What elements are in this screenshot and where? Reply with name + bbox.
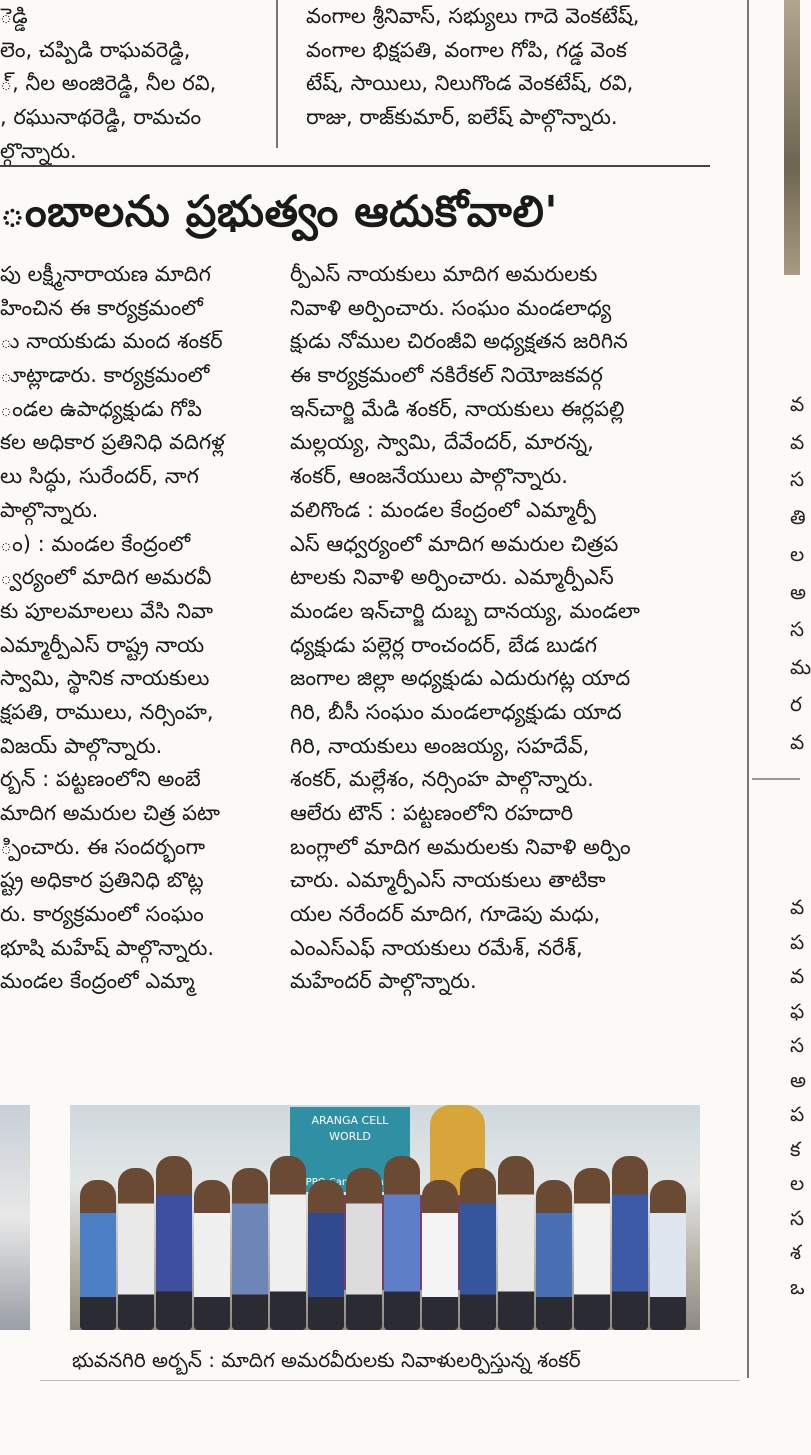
article-line: టాలకు నివాళి అర్పించారు. ఎమ్మార్పీఎస్: [290, 565, 614, 590]
person-figure: [460, 1168, 496, 1330]
article-line: , రఘునాథరెడ్డి, రామచం: [0, 105, 202, 130]
person-figure: [194, 1180, 230, 1330]
right-strip-glyph: వ: [790, 429, 805, 454]
article-line: శంకర్, ఆంజనేయులు పాల్గొన్నారు.: [290, 464, 568, 489]
right-strip-separator: [752, 778, 800, 780]
article-line: ఈ కార్యక్రమంలో నకిరేకల్ నియోజకవర్గ: [290, 363, 603, 388]
article-line: మండల ఇన్‌చార్జి దుబ్బ దానయ్య, మండలా: [290, 598, 640, 623]
headline-rule: [0, 165, 710, 167]
body-right-column: [290, 258, 720, 999]
article-line: మాదిగ అమరుల చిత్ర పటా: [0, 801, 220, 825]
article-line: మల్లయ్య, స్వామి, దేవేందర్, మారన్న,: [290, 430, 594, 455]
top-right-column: [306, 0, 726, 135]
article-line: నివాళి అర్పించారు. సంఘం మండలాధ్య: [290, 295, 612, 320]
right-strip-glyph: ఫ: [790, 998, 805, 1023]
right-strip-glyph: అ: [790, 579, 806, 604]
adjacent-photo-fragment: [0, 1105, 30, 1330]
article-line: కల అధికార ప్రతినిధి వదిగళ్ల: [0, 430, 225, 455]
person-figure: [232, 1168, 268, 1330]
article-line: టేష్, సాయిలు, నిలుగొండ వెంకటేష్, రవి,: [306, 71, 634, 96]
article-line: చారు. ఎమ్మార్పీఎస్ నాయకులు తాటికా: [290, 868, 606, 893]
article-line: రు. కార్యక్రమంలో సంఘం: [0, 902, 204, 927]
article-line: గిరి, బీసీ సంఘం మండలాధ్యక్షుడు యాద: [290, 699, 622, 724]
right-strip-glyph: తి: [790, 504, 806, 529]
article-line: ు నాయకుడు మంద శంకర్: [0, 329, 223, 354]
person-figure: [156, 1156, 192, 1330]
right-strip-glyph: శ: [790, 1240, 801, 1264]
article-line: ర్పీఎస్ నాయకులు మాదిగ అమరులకు: [290, 262, 598, 286]
article-headline: ంబాలను ప్రభుత్వం ఆదుకోవాలి': [0, 187, 559, 237]
right-strip-glyph: స: [790, 1205, 805, 1230]
article-line: రాజు, రాజ్‌కుమార్, ఐలేష్ పాల్గొన్నారు.: [306, 105, 618, 130]
article-line: ఆలేరు టౌన్ : పట్టణంలోని రహదారి: [290, 801, 574, 825]
article-line: వంగాల భిక్షపతి, వంగాల గోపి, గడ్డ వెంక: [306, 37, 627, 62]
shop-sign-text: ARANGA CELL WORLD: [311, 1114, 389, 1143]
article-line: ూట్లాడారు. కార్యక్రమంలో: [0, 363, 210, 388]
article-line: ల్గొన్నారు.: [0, 138, 77, 163]
article-line: భూషి మహేష్ పాల్గొన్నారు.: [0, 935, 215, 960]
right-strip-glyph: వ: [790, 392, 805, 416]
article-line: ్, నీల అంజిరెడ్డి, నీల రవి,: [0, 71, 217, 96]
person-figure: [270, 1156, 306, 1330]
article-line: క్షుడు నోముల చిరంజీవి అధ్యక్షతన జరిగిన: [290, 329, 628, 354]
article-line: ెడ్డి: [0, 4, 28, 28]
article-line: బంగ్లాలో మాదిగ అమరులకు నివాళి అర్పిం: [290, 834, 631, 859]
person-figure: [612, 1156, 648, 1330]
article-line: క్షపతి, రాములు, నర్సింహ,: [0, 699, 214, 724]
right-strip-glyph: స: [790, 617, 805, 641]
top-left-column: [0, 0, 272, 168]
right-strip-glyph: ప: [790, 1102, 805, 1126]
right-edge-photo-fragment: [784, 0, 800, 275]
right-strip-glyph: స: [790, 1033, 805, 1057]
article-line: ్పించారు. ఈ సందర్భంగా: [0, 834, 205, 859]
person-figure: [308, 1180, 344, 1330]
person-figure: [536, 1180, 572, 1330]
right-strip-glyph: వ: [790, 895, 805, 919]
article-line: లెం, చప్పిడి రాఘవరెడ్డి,: [0, 37, 191, 62]
caption-rule: [40, 1380, 740, 1381]
article-line: శంకర్, మల్లేశం, నర్సింహ పాల్గొన్నారు.: [290, 767, 594, 792]
article-line: హించిన ఈ కార్యక్రమంలో: [0, 295, 203, 320]
article-line: లు సిద్ధు, సురేందర్, నాగ: [0, 464, 199, 489]
right-strip-glyph: ల: [790, 1171, 805, 1195]
person-figure: [650, 1180, 686, 1330]
person-figure: [422, 1180, 458, 1330]
person-figure: [498, 1156, 534, 1330]
brand-strip-text: OPPO: [297, 1177, 326, 1188]
right-strip-glyph: వ: [790, 964, 805, 988]
article-line: ర్బన్ : పట్టణంలోని అంబే: [0, 767, 201, 792]
article-line: పాల్గొన్నారు.: [0, 497, 99, 522]
article-line: జంగాల జిల్లా అధ్యక్షుడు ఎదురుగట్ల యాద: [290, 666, 631, 691]
right-strip-glyph: స: [790, 467, 805, 491]
article-line: మండల కేంద్రంలో ఎమ్మా: [0, 969, 195, 994]
right-strip-glyph: ఒ: [790, 1274, 805, 1299]
right-strip-glyph: ప: [790, 929, 805, 954]
right-strip-glyph: ల: [790, 542, 805, 566]
photo-caption: భువనగిరి అర్బన్ : మాదిగ అమరవీరులకు నివాళులర్పిస్తున్న శంకర్: [72, 1348, 581, 1372]
person-figure: [80, 1180, 116, 1330]
article-line: ఎంఎస్ఎఫ్ నాయకులు రమేశ్, నరేశ్,: [290, 935, 583, 960]
right-strip-glyph: క: [790, 1136, 801, 1161]
person-figure: [384, 1156, 420, 1330]
column-divider: [276, 0, 278, 148]
article-line: ం) : మండల కేంద్రంలో: [0, 531, 191, 556]
article-line: ండల ఉపాధ్యక్షుడు గోపి: [0, 396, 202, 421]
right-strip-glyph: అ: [790, 1067, 806, 1092]
person-figure: [574, 1168, 610, 1330]
article-line: ఎమ్మార్పీఎస్ రాష్ట్ర నాయ: [0, 632, 205, 657]
article-line: మహేందర్ పాల్గొన్నారు.: [290, 969, 477, 994]
body-left-column: [0, 258, 272, 999]
article-line: స్వామి, స్థానిక నాయకులు: [0, 666, 210, 691]
article-line: పు లక్ష్మీనారాయణ మాదిగ: [0, 262, 211, 286]
news-photo: [70, 1105, 700, 1330]
right-strip-glyph: వ: [790, 729, 805, 754]
person-figure: [118, 1168, 154, 1330]
article-line: కు పూలమాలలు వేసి నివా: [0, 598, 214, 623]
right-strip-glyph: ర: [790, 692, 802, 716]
person-figure: [346, 1168, 382, 1330]
article-line: యల నరేందర్ మాదిగ, గూడెపు మధు,: [290, 902, 601, 927]
article-line: ్వర్యంలో మాదిగ అమరవీ: [0, 565, 212, 590]
article-line: ష్ట్ర అధికార ప్రతినిధి బొట్ల: [0, 868, 204, 893]
right-strip-glyph: మ: [790, 654, 811, 679]
article-line: వంగాల శ్రీనివాస్, సభ్యులు గాదె వెంకటేష్,: [306, 4, 640, 28]
article-line: విజయ్ పాల్గొన్నారు.: [0, 733, 163, 758]
article-line: ఎస్ ఆధ్వర్యంలో మాదిగ అమరుల చిత్రప: [290, 531, 619, 556]
article-line: గిరి, నాయకులు అంజయ్య, సహదేవ్,: [290, 733, 590, 758]
article-line: వలిగొండ : మండల కేంద్రంలో ఎమ్మార్పీ: [290, 497, 596, 522]
article-line: ధ్యక్షుడు పల్లెర్ల రాంచందర్, బేడ బుడగ: [290, 632, 598, 657]
article-line: ఇన్‌చార్జి మేడి శంకర్, నాయకులు ఈర్లపల్లి: [290, 396, 625, 421]
page-column-rule: [747, 0, 749, 1378]
